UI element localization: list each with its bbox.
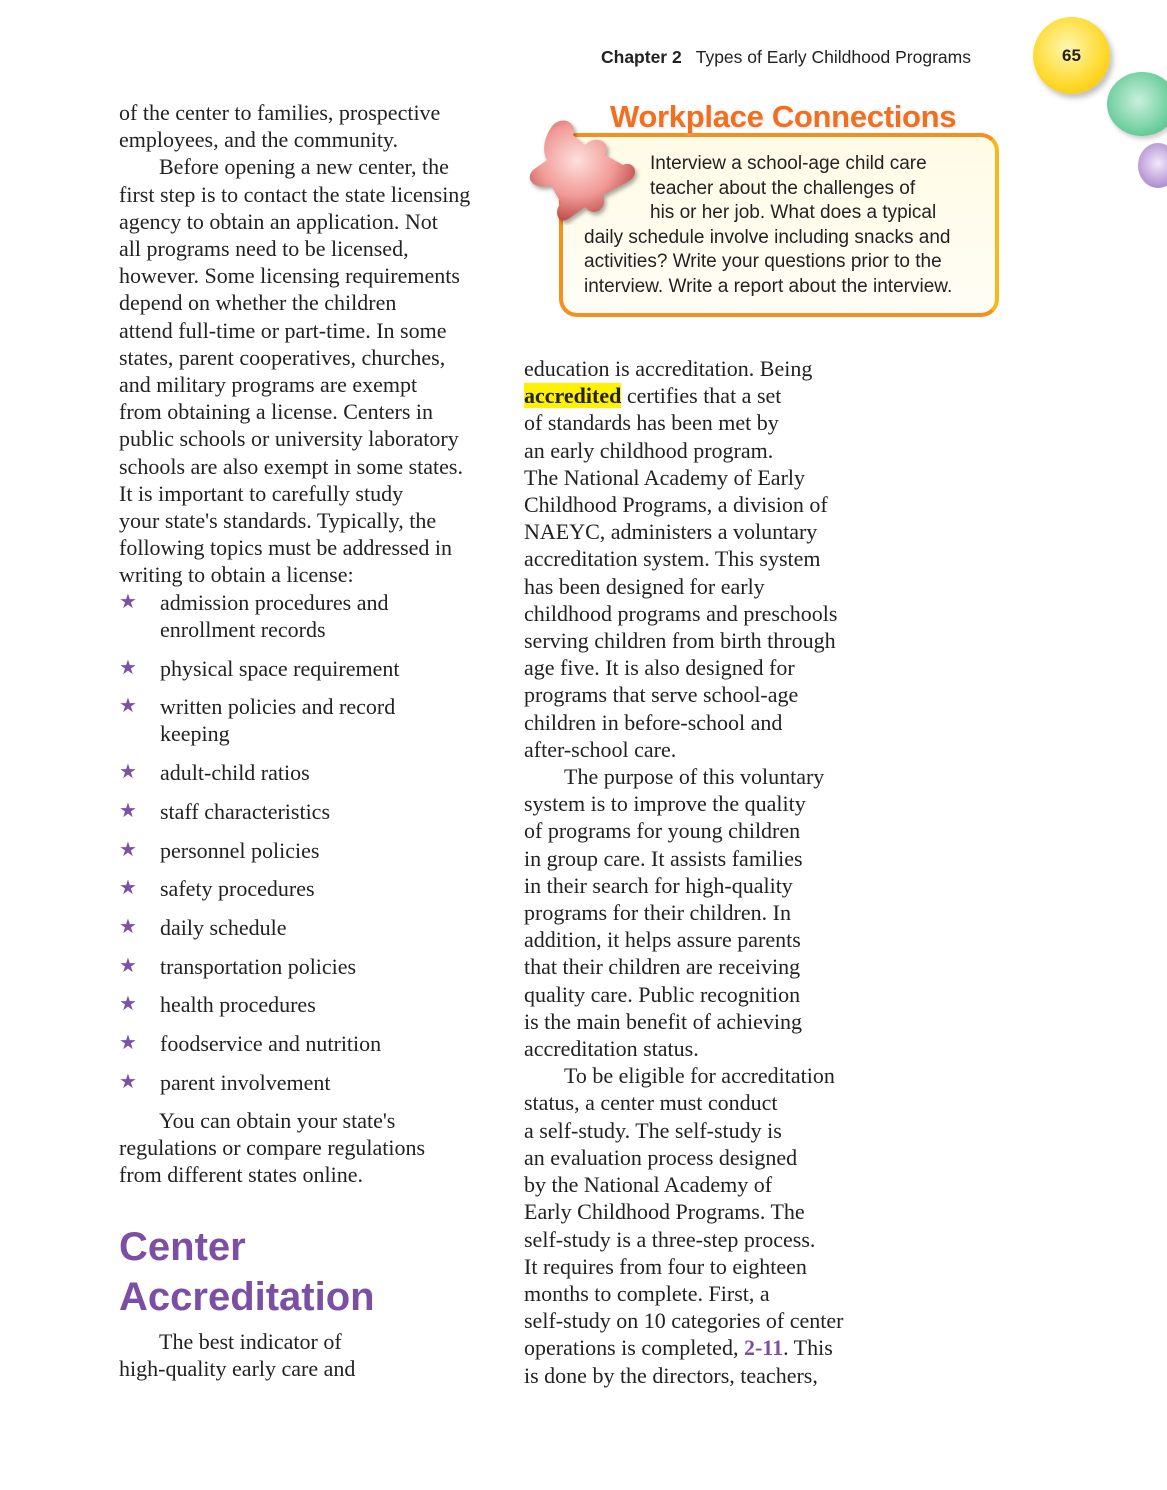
list-item	[119, 1030, 499, 1057]
paragraph	[119, 1355, 499, 1382]
heading-line: Center	[119, 1224, 246, 1269]
heading-line: Accreditation	[119, 1274, 375, 1319]
text-line: regulations or compare regulations	[119, 1135, 426, 1161]
text-line: Early Childhood Programs. The	[524, 1199, 805, 1225]
text-line: self-study is a three-step process.	[524, 1226, 816, 1252]
list-item	[119, 798, 499, 825]
paragraph	[119, 1134, 499, 1188]
text-line: The best indicator of	[159, 1328, 342, 1354]
workplace-prompt-full	[584, 226, 952, 300]
text-line: from obtaining a license. Centers in	[119, 399, 434, 425]
text-line: following topics must be addressed in	[119, 535, 453, 561]
list-item	[119, 875, 499, 902]
text-line: high-quality early care and	[119, 1355, 356, 1381]
section-heading	[119, 1222, 499, 1322]
text-line: programs that serve school-age	[524, 682, 799, 708]
left-column	[119, 99, 499, 1382]
paragraph	[524, 409, 904, 763]
text-line: childhood programs and preschools	[524, 600, 838, 626]
list-item-text: foodservice and nutrition	[160, 1031, 382, 1057]
text-line: of programs for young children	[524, 818, 801, 844]
text-line: writing to obtain a license:	[119, 562, 354, 588]
text-line: education is accreditation. Being	[524, 356, 813, 381]
text-span: operations is completed,	[524, 1335, 744, 1361]
text-line: your state's standards. Typically, the	[119, 508, 437, 534]
list-item-text: enrollment records	[160, 616, 326, 642]
paragraph	[524, 790, 904, 1062]
star-bullet-icon: ★	[119, 915, 137, 938]
text-line: that their children are receiving	[524, 954, 801, 980]
text-line: Before opening a new center, the	[159, 154, 449, 180]
star-bullet-icon: ★	[119, 695, 137, 718]
workplace-connections-title: Workplace Connections	[610, 99, 957, 134]
paragraph	[119, 99, 499, 153]
text-line: by the National Academy of	[524, 1172, 773, 1198]
text-line: of the center to families, prospective	[119, 100, 441, 125]
text-line: an early childhood program.	[524, 437, 774, 463]
list-item	[119, 1069, 499, 1096]
list-item	[119, 914, 499, 941]
paragraph	[524, 1089, 904, 1334]
text-span: certifies that a set	[621, 383, 782, 409]
text-line: states, parent cooperatives, churches,	[119, 344, 446, 370]
prompt-line: his or her job. What does a typical	[650, 202, 937, 223]
text-line: is the main benefit of achieving	[524, 1008, 802, 1034]
text-line: months to complete. First, a	[524, 1280, 770, 1306]
text-line: in group care. It assists families	[524, 845, 803, 871]
figure-reference-link[interactable]: 2-11	[743, 1335, 784, 1361]
star-bullet-icon: ★	[119, 1070, 137, 1093]
text-line: attend full-time or part-time. In some	[119, 317, 447, 343]
list-item	[119, 589, 499, 643]
list-item-text: adult-child ratios	[160, 760, 310, 786]
text-line: system is to improve the quality	[524, 791, 806, 817]
text-line: has been designed for early	[524, 573, 765, 599]
paragraph	[119, 181, 499, 589]
running-header	[601, 47, 971, 68]
right-column	[524, 355, 904, 1389]
text-line: after-school care.	[524, 736, 677, 762]
text-line: To be eligible for accreditation	[564, 1063, 835, 1089]
text-line: Childhood Programs, a division of	[524, 492, 828, 518]
star-bullet-icon: ★	[119, 1032, 137, 1055]
star-bullet-icon: ★	[119, 993, 137, 1016]
list-item	[119, 693, 499, 747]
prompt-line: teacher about the challenges of	[650, 177, 916, 199]
page-number: 65	[1033, 17, 1110, 94]
list-item	[119, 953, 499, 980]
text-line: The National Academy of Early	[524, 464, 806, 490]
license-topics-list	[119, 589, 499, 1096]
text-line: age five. It is also designed for	[524, 655, 795, 681]
text-line	[524, 382, 904, 409]
text-line: It requires from four to eighteen	[524, 1253, 807, 1279]
key-term-highlight: accredited	[524, 383, 622, 409]
list-item	[119, 837, 499, 864]
text-line: all programs need to be licensed,	[119, 236, 409, 262]
text-line: and military programs are exempt	[119, 372, 418, 398]
star-bullet-icon: ★	[119, 656, 137, 679]
text-line: in their search for high-quality	[524, 872, 793, 898]
list-item-text: safety procedures	[160, 876, 315, 902]
star-bullet-icon: ★	[119, 877, 137, 900]
list-item-text: transportation policies	[160, 953, 357, 979]
workplace-prompt-indented	[650, 152, 936, 226]
text-line: first step is to contact the state licensing	[119, 181, 471, 207]
star-bullet-icon: ★	[119, 954, 137, 977]
text-line: It is important to carefully study	[119, 480, 404, 506]
star-bullet-icon: ★	[119, 799, 137, 822]
list-item-text: health procedures	[160, 992, 316, 1018]
text-line	[524, 1334, 904, 1361]
list-item	[119, 991, 499, 1018]
list-item-text: physical space requirement	[160, 655, 400, 681]
text-line: quality care. Public recognition	[524, 981, 801, 1007]
chapter-title: Types of Early Childhood Programs	[695, 47, 971, 67]
list-item	[119, 655, 499, 682]
text-line: of standards has been met by	[524, 410, 779, 436]
text-line: is done by the directors, teachers,	[524, 1362, 818, 1388]
list-item-text: personnel policies	[160, 837, 320, 863]
green-ball-decoration	[1107, 72, 1167, 136]
text-line: a self-study. The self-study is	[524, 1117, 782, 1143]
text-line: children in before-school and	[524, 709, 783, 735]
prompt-line: daily schedule involve including snacks and	[584, 226, 951, 248]
text-span: . This	[783, 1335, 833, 1361]
list-item-text: written policies and record	[160, 694, 396, 720]
text-line: from different states online.	[119, 1162, 363, 1188]
text-line: accreditation system. This system	[524, 546, 821, 572]
star-bullet-icon: ★	[119, 838, 137, 861]
purple-ball-decoration	[1138, 143, 1167, 188]
text-line: depend on whether the children	[119, 290, 397, 316]
text-line: programs for their children. In	[524, 900, 791, 926]
prompt-line: Interview a school-age child care	[650, 153, 927, 174]
prompt-line: activities? Write your questions prior to the	[584, 251, 942, 272]
text-line: employees, and the community.	[119, 127, 399, 153]
star-bullet-icon: ★	[119, 590, 137, 613]
text-line: You can obtain your state's	[159, 1108, 396, 1133]
text-line: accreditation status.	[524, 1036, 699, 1062]
list-item-text: staff characteristics	[160, 798, 331, 824]
chapter-label: Chapter 2	[601, 47, 682, 67]
star-bullet-icon: ★	[119, 761, 137, 784]
prompt-line: interview. Write a report about the interview.	[584, 275, 953, 297]
text-line: status, a center must conduct	[524, 1090, 778, 1116]
text-line: however. Some licensing requirements	[119, 263, 460, 289]
text-line: addition, it helps assure parents	[524, 927, 801, 953]
list-item-text: keeping	[160, 721, 230, 747]
text-line: an evaluation process designed	[524, 1144, 798, 1170]
text-line: NAEYC, administers a voluntary	[524, 519, 818, 545]
text-line: serving children from birth through	[524, 628, 836, 654]
list-item-text: daily schedule	[160, 914, 287, 940]
text-line: schools are also exempt in some states.	[119, 453, 463, 479]
text-line: The purpose of this voluntary	[564, 764, 825, 790]
text-line: public schools or university laboratory	[119, 426, 459, 452]
text-line: agency to obtain an application. Not	[119, 208, 438, 234]
text-line: self-study on 10 categories of center	[524, 1308, 844, 1334]
list-item-text: parent involvement	[160, 1069, 331, 1095]
list-item	[119, 759, 499, 786]
list-item-text: admission procedures and	[160, 589, 389, 615]
